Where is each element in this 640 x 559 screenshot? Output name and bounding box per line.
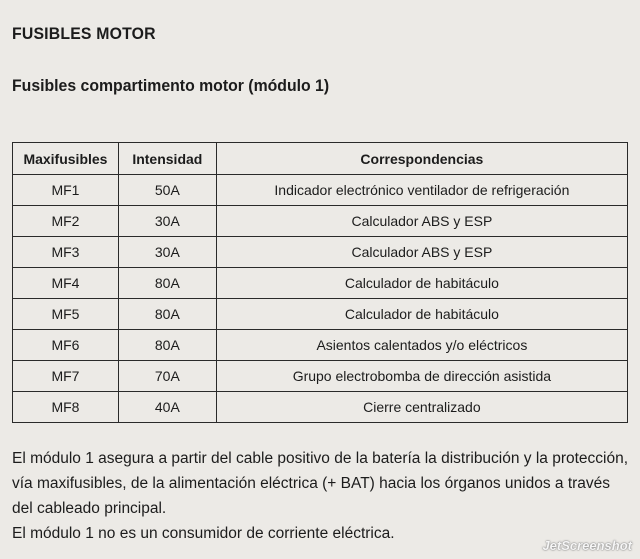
table-row bbox=[13, 361, 628, 392]
fuse-amperage: 30A bbox=[118, 237, 216, 268]
table-row bbox=[13, 392, 628, 423]
header-correspondencias: Correspondencias bbox=[216, 143, 627, 175]
fuse-id: MF4 bbox=[13, 268, 119, 299]
table-row bbox=[13, 175, 628, 206]
screenshot-watermark: JetScreenshot bbox=[542, 538, 632, 553]
table-title: Fusibles compartimento motor (módulo 1) bbox=[12, 76, 330, 95]
fuse-function: Cierre centralizado bbox=[216, 392, 627, 423]
table-row bbox=[13, 206, 628, 237]
fuse-function: Calculador ABS y ESP bbox=[216, 206, 627, 237]
paragraph-distribution: El módulo 1 asegura a partir del cable positivo de la batería la distribución y la protección, vía maxifusibles, de la alimentación eléctrica (+ BAT) hacia los órganos unidos a través del cableado principal. bbox=[12, 450, 629, 517]
fuse-id: MF1 bbox=[13, 175, 119, 206]
fuse-amperage: 80A bbox=[118, 268, 216, 299]
fuse-id: MF8 bbox=[13, 392, 119, 423]
fuse-function: Calculador de habitáculo bbox=[216, 268, 627, 299]
fuse-amperage: 30A bbox=[118, 206, 216, 237]
table-row bbox=[13, 299, 628, 330]
table-row bbox=[13, 330, 628, 361]
header-maxifusibles: Maxifusibles bbox=[13, 143, 119, 175]
fuse-id: MF2 bbox=[13, 206, 119, 237]
fuse-id: MF6 bbox=[13, 330, 119, 361]
fuse-amperage: 40A bbox=[118, 392, 216, 423]
fuse-function: Asientos calentados y/o eléctricos bbox=[216, 330, 627, 361]
fuse-amperage: 50A bbox=[118, 175, 216, 206]
fuse-function: Grupo electrobomba de dirección asistida bbox=[216, 361, 627, 392]
description-text bbox=[12, 446, 632, 546]
fuse-id: MF3 bbox=[13, 237, 119, 268]
fuse-amperage: 80A bbox=[118, 330, 216, 361]
table-row bbox=[13, 237, 628, 268]
fuse-function: Calculador de habitáculo bbox=[216, 299, 627, 330]
fuse-id: MF7 bbox=[13, 361, 119, 392]
fuse-function: Calculador ABS y ESP bbox=[216, 237, 627, 268]
fuse-amperage: 80A bbox=[118, 299, 216, 330]
header-intensidad: Intensidad bbox=[118, 143, 216, 175]
fuse-id: MF5 bbox=[13, 299, 119, 330]
paragraph-consumption: El módulo 1 no es un consumidor de corriente eléctrica. bbox=[12, 525, 395, 542]
fuse-function: Indicador electrónico ventilador de refrigeración bbox=[216, 175, 627, 206]
fuse-amperage: 70A bbox=[118, 361, 216, 392]
section-heading: FUSIBLES MOTOR bbox=[12, 24, 156, 43]
table-header-row bbox=[13, 143, 628, 175]
fuse-table bbox=[12, 142, 628, 423]
table-row bbox=[13, 268, 628, 299]
